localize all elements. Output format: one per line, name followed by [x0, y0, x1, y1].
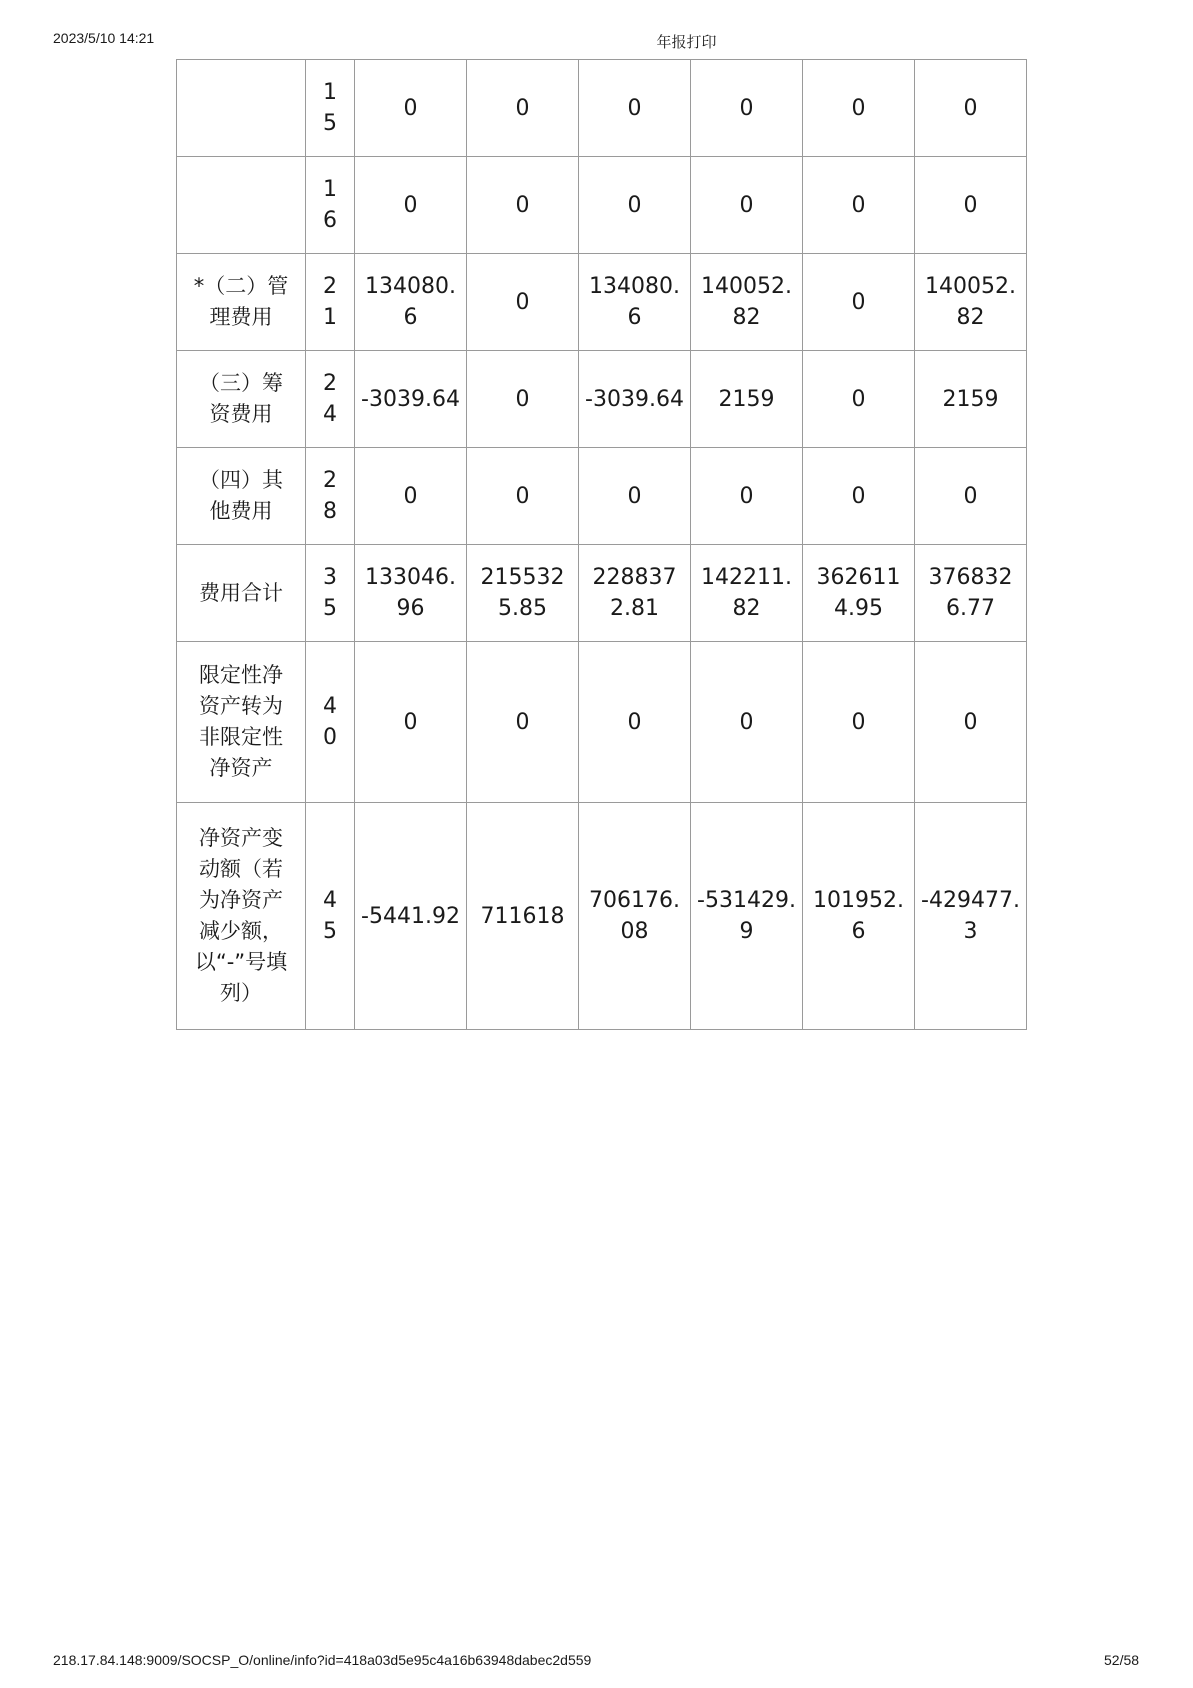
cell-value: 0	[355, 157, 467, 254]
row-item-label: 限定性净资产转为非限定性净资产	[177, 642, 306, 803]
page-header-title: 年报打印	[656, 33, 717, 51]
cell-value: 0	[803, 351, 915, 448]
table-row	[177, 60, 1027, 157]
cell-value: 0	[803, 60, 915, 157]
cell-value: 0	[355, 60, 467, 157]
cell-value: 0	[803, 448, 915, 545]
financial-statement-table	[176, 59, 1027, 1030]
row-line-number: 24	[306, 351, 355, 448]
cell-value: 142211.82	[691, 545, 803, 642]
cell-value: 0	[355, 642, 467, 803]
cell-value: 0	[691, 60, 803, 157]
cell-value: 0	[691, 642, 803, 803]
table-row	[177, 545, 1027, 642]
cell-value: 0	[691, 448, 803, 545]
cell-value: 134080.6	[355, 254, 467, 351]
cell-value: 0	[467, 254, 579, 351]
table-row	[177, 448, 1027, 545]
row-item-label	[177, 157, 306, 254]
cell-value: 0	[467, 60, 579, 157]
cell-value: -3039.64	[355, 351, 467, 448]
cell-value: 0	[467, 642, 579, 803]
cell-value: 101952.6	[803, 803, 915, 1030]
page-number: 52/58	[1104, 1652, 1140, 1668]
cell-value: 0	[915, 60, 1027, 157]
cell-value: 3626114.95	[803, 545, 915, 642]
footer-url: 218.17.84.148:9009/SOCSP_O/online/info?id=418a03d5e95c4a16b63948dabec2d559	[53, 1652, 592, 1668]
cell-value: 0	[467, 448, 579, 545]
cell-value: -5441.92	[355, 803, 467, 1030]
cell-value: 3768326.77	[915, 545, 1027, 642]
table-row	[177, 157, 1027, 254]
row-item-label: 费用合计	[177, 545, 306, 642]
cell-value: -531429.9	[691, 803, 803, 1030]
cell-value: 134080.6	[579, 254, 691, 351]
row-line-number: 35	[306, 545, 355, 642]
cell-value: 0	[355, 448, 467, 545]
row-line-number: 16	[306, 157, 355, 254]
row-item-label: （三）筹资费用	[177, 351, 306, 448]
cell-value: 0	[803, 642, 915, 803]
table-row	[177, 803, 1027, 1030]
cell-value: 0	[467, 157, 579, 254]
cell-value: 0	[691, 157, 803, 254]
cell-value: 133046.96	[355, 545, 467, 642]
cell-value: 0	[803, 157, 915, 254]
cell-value: 0	[579, 60, 691, 157]
table-row	[177, 254, 1027, 351]
cell-value: 0	[915, 642, 1027, 803]
print-datetime: 2023/5/10 14:21	[53, 30, 155, 46]
cell-value: 0	[579, 157, 691, 254]
cell-value: 0	[803, 254, 915, 351]
cell-value: 2155325.85	[467, 545, 579, 642]
row-line-number: 45	[306, 803, 355, 1030]
cell-value: 0	[579, 448, 691, 545]
row-item-label: 净资产变动额（若为净资产减少额，以“-”号填列）	[177, 803, 306, 1030]
row-line-number: 28	[306, 448, 355, 545]
cell-value: 0	[579, 642, 691, 803]
cell-value: 0	[915, 448, 1027, 545]
cell-value: 0	[467, 351, 579, 448]
cell-value: 2288372.81	[579, 545, 691, 642]
row-line-number: 15	[306, 60, 355, 157]
cell-value: 2159	[915, 351, 1027, 448]
cell-value: 706176.08	[579, 803, 691, 1030]
row-item-label	[177, 60, 306, 157]
table-row	[177, 351, 1027, 448]
cell-value: 140052.82	[691, 254, 803, 351]
table-row	[177, 642, 1027, 803]
cell-value: 140052.82	[915, 254, 1027, 351]
row-line-number: 21	[306, 254, 355, 351]
row-item-label: *（二）管理费用	[177, 254, 306, 351]
row-item-label: （四）其他费用	[177, 448, 306, 545]
cell-value: 0	[915, 157, 1027, 254]
cell-value: 711618	[467, 803, 579, 1030]
cell-value: 2159	[691, 351, 803, 448]
cell-value: -3039.64	[579, 351, 691, 448]
cell-value: -429477.3	[915, 803, 1027, 1030]
row-line-number: 40	[306, 642, 355, 803]
